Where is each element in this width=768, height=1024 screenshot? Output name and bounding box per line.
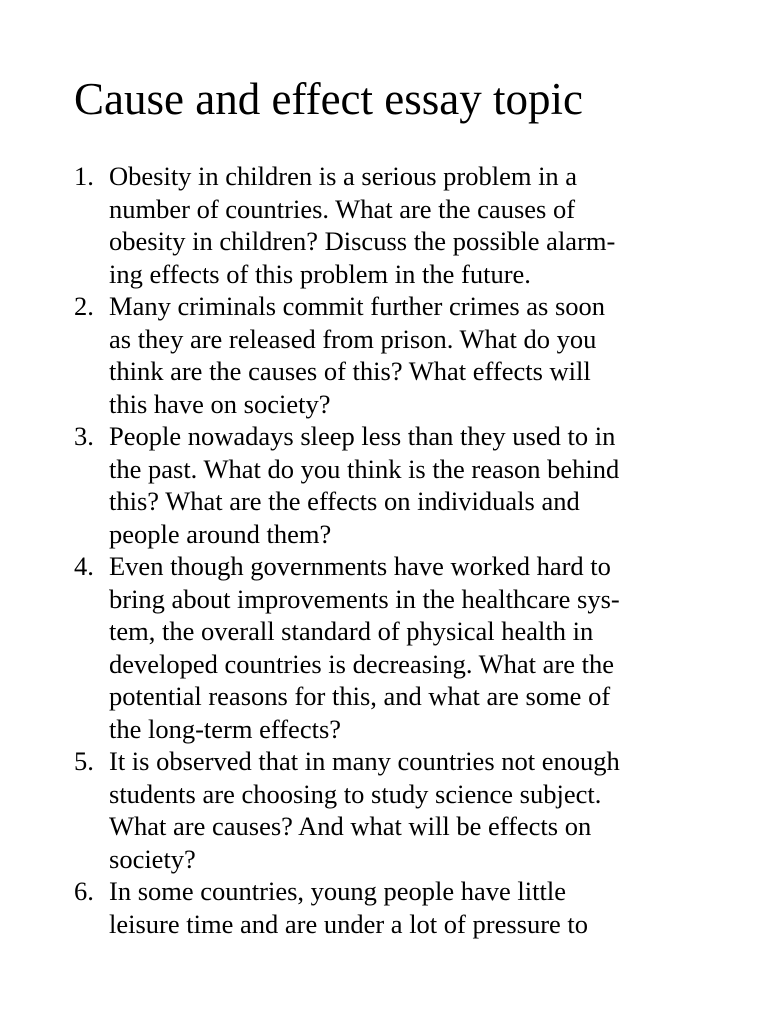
topic-line: this? What are the effects on individuals and (109, 486, 580, 516)
topic-line: potential reasons for this, and what are some of (109, 681, 611, 711)
topic-line: this have on society? (109, 388, 331, 419)
topic-line: What are causes? And what will be effects on (109, 811, 592, 841)
topic-line: think are the causes of this? What effects will (109, 356, 591, 386)
topic-line: It is observed that in many countries not enough (109, 746, 620, 776)
topic-text (109, 290, 719, 420)
topic-line: Even though governments have worked hard to (109, 551, 611, 581)
topic-text (109, 160, 719, 290)
topic-line: people around them? (109, 518, 332, 549)
topic-text (109, 745, 719, 875)
topic-text (109, 550, 719, 745)
topic-line: In some countries, young people have little (109, 876, 567, 906)
topic-line: bring about improvements in the healthcare sys- (109, 583, 620, 614)
topic-line: Many criminals commit further crimes as soon (109, 291, 606, 321)
topic-number: 6. (74, 876, 94, 906)
topic-list (0, 160, 768, 940)
topic-line: number of countries. What are the causes of (109, 193, 576, 224)
topic-number: 3. (74, 421, 94, 451)
topic-line: developed countries is decreasing. What are the (109, 648, 615, 679)
topic-line: the past. What do you think is the reason behind (109, 453, 620, 484)
topic-item-4 (0, 550, 768, 745)
topic-line: as they are released from prison. What do you (109, 323, 597, 354)
topic-text (109, 420, 719, 550)
topic-line: students are choosing to study science subject. (109, 778, 602, 809)
topic-line: tem, the overall standard of physical health in (109, 616, 594, 646)
topic-number: 2. (74, 291, 94, 321)
topic-number: 5. (74, 746, 94, 776)
topic-number: 1. (74, 161, 94, 191)
topic-line: the long-term effects? (109, 713, 342, 744)
topic-line: society? (109, 843, 196, 874)
topic-item-2 (0, 290, 768, 420)
topic-line: ing effects of this problem in the future. (109, 258, 531, 289)
topic-item-6 (0, 875, 768, 940)
topic-line: Obesity in children is a serious problem in a (109, 161, 578, 191)
topic-line: People nowadays sleep less than they used to in (109, 421, 616, 451)
topic-number: 4. (74, 551, 94, 581)
topic-item-1 (0, 160, 768, 290)
topic-line: leisure time and are under a lot of pressure to (109, 908, 589, 939)
page-title: Cause and effect essay topic (74, 74, 583, 124)
topic-item-3 (0, 420, 768, 550)
topic-item-5 (0, 745, 768, 875)
topic-text (109, 875, 719, 940)
topic-line: obesity in children? Discuss the possible alarm- (109, 226, 616, 256)
